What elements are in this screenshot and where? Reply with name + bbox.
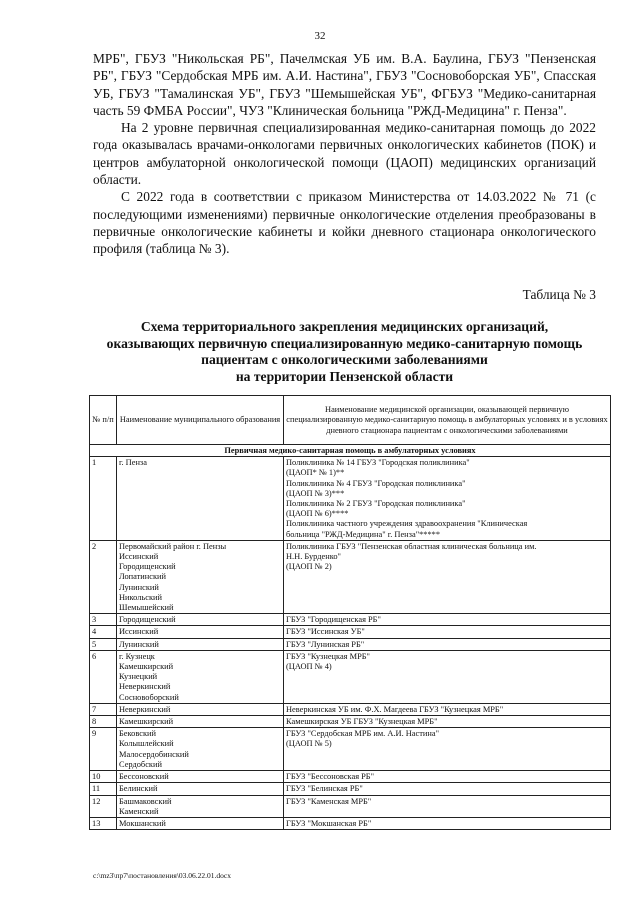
table-row bbox=[90, 795, 611, 817]
table-title-line: оказывающих первичную специализированную медико-санитарную помощь bbox=[106, 335, 583, 351]
organization-line: (ЦАОП № 6)**** bbox=[286, 509, 349, 519]
municipality-name: Бековский bbox=[119, 729, 157, 739]
organization-cell bbox=[284, 728, 611, 771]
table-row bbox=[90, 650, 611, 703]
municipality-name: Лопатинский bbox=[119, 572, 167, 582]
footer-file-path: c:\mz3\пр7\постановления\03.06.22.01.docx bbox=[93, 871, 231, 880]
organization-line: Поликлиника № 4 ГБУЗ "Городская поликлиника" bbox=[286, 478, 466, 488]
municipality-cell bbox=[117, 650, 284, 703]
organization-line: Камешкирская УБ ГБУЗ "Кузнецкая МРБ" bbox=[286, 717, 438, 727]
organization-line: (ЦАОП № 5) bbox=[286, 739, 332, 749]
organization-cell bbox=[284, 771, 611, 783]
organization-cell bbox=[284, 457, 611, 541]
page-number: 32 bbox=[314, 30, 326, 42]
organization-line: (ЦАОП № 4) bbox=[286, 662, 332, 672]
municipality-cell bbox=[117, 716, 284, 728]
header-municipality: Наименование муниципального образования bbox=[117, 396, 284, 445]
municipality-cell bbox=[117, 540, 284, 613]
municipality-name: Никольский bbox=[119, 592, 162, 602]
organization-cell bbox=[284, 817, 611, 829]
municipality-name: Мокшанский bbox=[119, 818, 166, 828]
organization-cell bbox=[284, 614, 611, 626]
organization-cell bbox=[284, 716, 611, 728]
municipality-cell bbox=[117, 614, 284, 626]
municipality-name: Камешкирский bbox=[119, 717, 174, 727]
organization-line: ГБУЗ "Лунинская РБ" bbox=[286, 639, 365, 649]
organization-line: ГБУЗ "Бессоновская РБ" bbox=[286, 772, 375, 782]
table-row bbox=[90, 540, 611, 613]
table-row bbox=[90, 703, 611, 715]
table-row bbox=[90, 728, 611, 771]
municipality-name: Неверкинский bbox=[119, 682, 171, 692]
table-row bbox=[90, 716, 611, 728]
row-number: 2 bbox=[90, 540, 117, 613]
municipality-name: Неверкинский bbox=[119, 704, 171, 714]
table-title bbox=[93, 319, 596, 385]
organization-line: ГБУЗ "Мокшанская РБ" bbox=[286, 818, 372, 828]
municipality-cell bbox=[117, 626, 284, 638]
organization-line: ГБУЗ "Городищенская РБ" bbox=[286, 615, 381, 625]
table-title-line: на территории Пензенской области bbox=[235, 368, 454, 384]
organization-cell bbox=[284, 703, 611, 715]
organization-line: ГБУЗ "Иссинская УБ" bbox=[286, 627, 365, 637]
row-number: 8 bbox=[90, 716, 117, 728]
row-number: 13 bbox=[90, 817, 117, 829]
row-number: 12 bbox=[90, 795, 117, 817]
organization-line: ГБУЗ "Кузнецкая МРБ" bbox=[286, 651, 370, 661]
row-number: 4 bbox=[90, 626, 117, 638]
municipality-name: Иссинский bbox=[119, 552, 159, 562]
municipality-name: г. Пенза bbox=[119, 458, 147, 468]
header-num: № п/п bbox=[90, 396, 117, 445]
organization-cell bbox=[284, 540, 611, 613]
organization-line: (ЦАОП* № 1)** bbox=[286, 468, 345, 478]
body-text bbox=[93, 50, 596, 258]
municipality-name: Иссинский bbox=[119, 627, 159, 637]
municipality-name: г. Кузнецк bbox=[119, 651, 155, 661]
municipality-name: Камешкирский bbox=[119, 662, 174, 672]
municipality-name: Бессоновский bbox=[119, 772, 169, 782]
header-organization: Наименование медицинской организации, оказывающей первичную специализированную медико-санитарную помощь в амбулаторных условиях и в условиях дневного стационара пациентам с онкологическими заболеваниями bbox=[284, 396, 611, 445]
organization-line: ГБУЗ "Каменская МРБ" bbox=[286, 796, 372, 806]
municipality-name: Лунинский bbox=[119, 639, 159, 649]
organization-cell bbox=[284, 626, 611, 638]
organization-line: Н.Н. Бурденко" bbox=[286, 552, 341, 562]
municipality-name: Шемышейский bbox=[119, 603, 174, 613]
municipality-cell bbox=[117, 703, 284, 715]
organization-line: (ЦАОП № 2) bbox=[286, 562, 332, 572]
municipality-name: Каменский bbox=[119, 806, 159, 816]
table-row bbox=[90, 457, 611, 541]
municipality-cell bbox=[117, 795, 284, 817]
row-number: 5 bbox=[90, 638, 117, 650]
table-row bbox=[90, 626, 611, 638]
row-number: 7 bbox=[90, 703, 117, 715]
organization-line: больница "РЖД-Медицина" г. Пенза"***** bbox=[286, 529, 441, 539]
municipality-cell bbox=[117, 728, 284, 771]
municipality-cell bbox=[117, 817, 284, 829]
organization-line: Поликлиника частного учреждения здравоохранения "Клиническая bbox=[286, 519, 528, 529]
organization-line: Поликлиника ГБУЗ "Пензенская областная клиническая больница им. bbox=[286, 541, 537, 551]
organization-line: ГБУЗ "Сердобская МРБ им. А.И. Настина" bbox=[286, 729, 439, 739]
paragraph-3: С 2022 года в соответствии с приказом Министерства от 14.03.2022 № 71 (с последующими изменениями) первичные онкологические отделения преобразованы в первичные онкологические кабинеты и койки дневного стационара онкологического профиля (таблица № 3). bbox=[93, 189, 596, 257]
table-title-line: пациентам с онкологическими заболеваниями bbox=[201, 352, 488, 367]
municipality-name: Башмаковский bbox=[119, 796, 172, 806]
row-number: 1 bbox=[90, 457, 117, 541]
table-label: Таблица № 3 bbox=[522, 287, 596, 302]
organization-cell bbox=[284, 650, 611, 703]
territorial-schema-table bbox=[89, 395, 611, 830]
table-row bbox=[90, 817, 611, 829]
municipality-cell bbox=[117, 771, 284, 783]
municipality-name: Городищенский bbox=[119, 615, 176, 625]
municipality-cell bbox=[117, 457, 284, 541]
paragraph-1: МРБ", ГБУЗ "Никольская РБ", Пачелмская УБ им. В.А. Баулина, ГБУЗ "Пензенская РБ", ГБУЗ "Сердобская МРБ им. А.И. Настина", ГБУЗ "Сосновоборская УБ", Спасская УБ, ГБУЗ "Тамалинская УБ", ГБУЗ "Шемышейская УБ", ФГБУЗ "Медико-санитарная часть 59 ФМБА России", ЧУЗ "Клиническая больница "РЖД-Медицина" г. Пенза". bbox=[93, 51, 596, 118]
organization-cell bbox=[284, 783, 611, 795]
municipality-name: Малосердобинский bbox=[119, 749, 189, 759]
row-number: 3 bbox=[90, 614, 117, 626]
row-number: 10 bbox=[90, 771, 117, 783]
municipality-name: Белинский bbox=[119, 784, 158, 794]
organization-cell bbox=[284, 638, 611, 650]
municipality-cell bbox=[117, 783, 284, 795]
row-number: 6 bbox=[90, 650, 117, 703]
row-number: 9 bbox=[90, 728, 117, 771]
organization-line: Поликлиника № 2 ГБУЗ "Городская поликлиника" bbox=[286, 499, 466, 509]
organization-line: Неверкинская УБ им. Ф.Х. Магдеева ГБУЗ "Кузнецкая МРБ" bbox=[286, 704, 504, 714]
table-row bbox=[90, 771, 611, 783]
municipality-name: Городищенский bbox=[119, 562, 176, 572]
municipality-name: Колышлейский bbox=[119, 739, 174, 749]
municipality-name: Первомайский район г. Пензы bbox=[119, 541, 227, 551]
paragraph-2: На 2 уровне первичная специализированная медико-санитарная помощь до 2022 года оказывалась врачами-онкологами первичных онкологических кабинетов (ПОК) и центров амбулаторной онкологической помощи (ЦАОП) медицинских организаций области. bbox=[93, 120, 596, 188]
municipality-name: Сердобский bbox=[119, 759, 162, 769]
municipality-name: Сосновоборский bbox=[119, 692, 179, 702]
table-row bbox=[90, 783, 611, 795]
table-row bbox=[90, 638, 611, 650]
table-row bbox=[90, 614, 611, 626]
organization-line: (ЦАОП № 3)*** bbox=[286, 488, 345, 498]
row-number: 11 bbox=[90, 783, 117, 795]
municipality-cell bbox=[117, 638, 284, 650]
section-title: Первичная медико-санитарная помощь в амбулаторных условиях bbox=[90, 445, 611, 457]
organization-cell bbox=[284, 795, 611, 817]
municipality-name: Лунинский bbox=[119, 582, 159, 592]
municipality-name: Кузнецкий bbox=[119, 672, 158, 682]
organization-line: ГБУЗ "Белинская РБ" bbox=[286, 784, 363, 794]
organization-line: Поликлиника № 14 ГБУЗ "Городская поликлиника" bbox=[286, 458, 470, 468]
table-title-line: Схема территориального закрепления медицинских организаций, bbox=[140, 319, 549, 334]
